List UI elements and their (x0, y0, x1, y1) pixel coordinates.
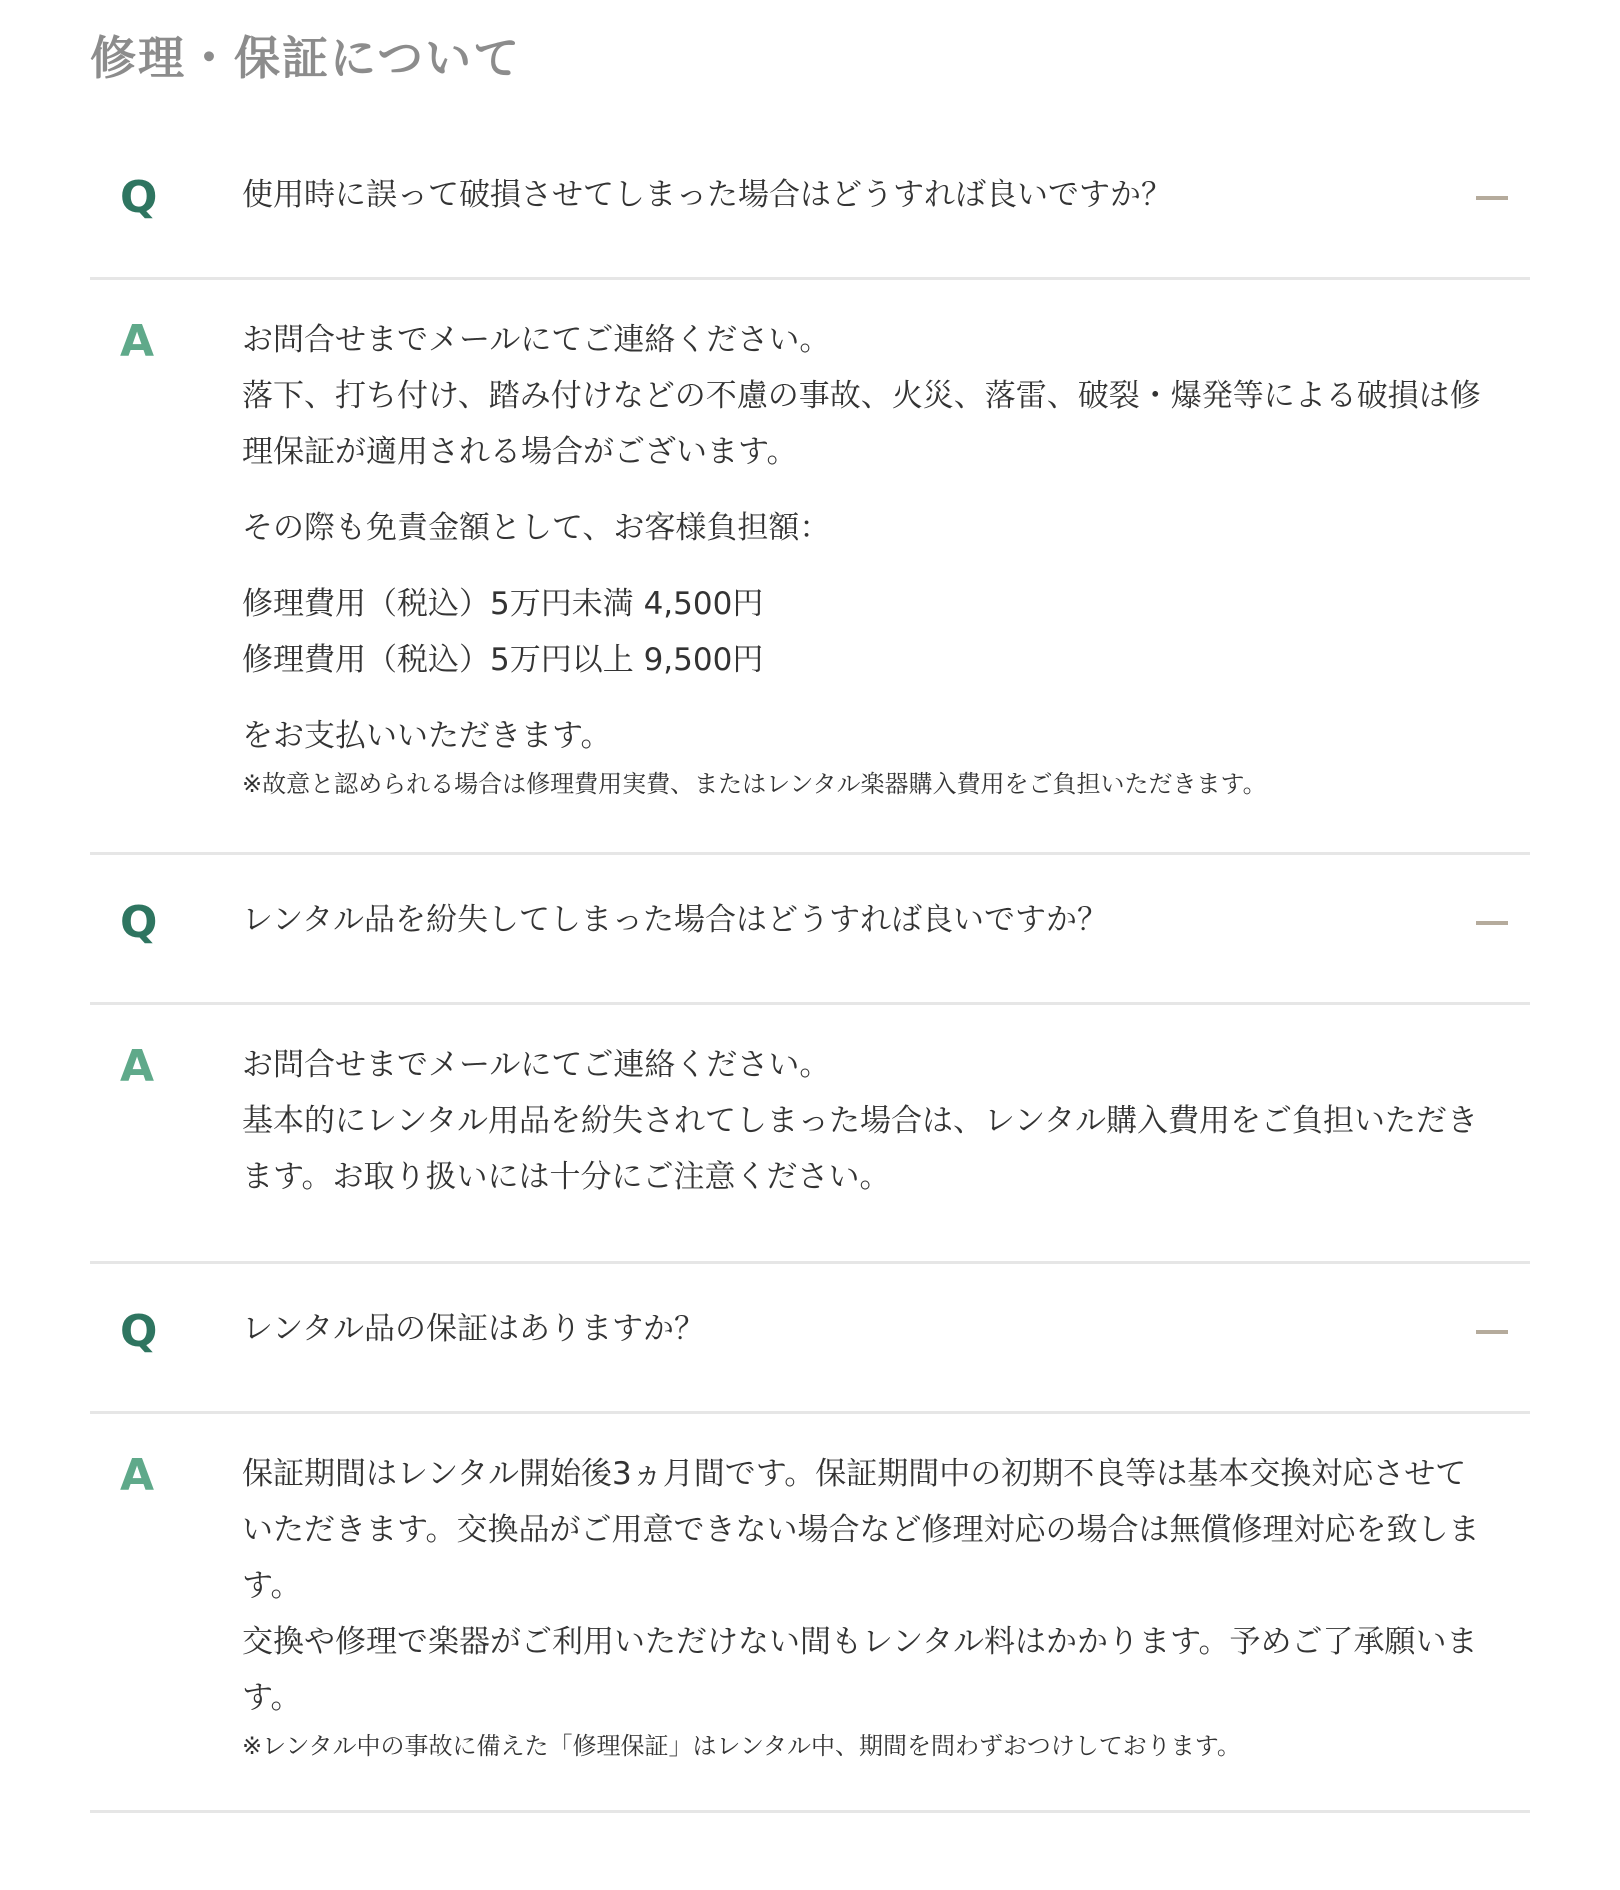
answer-text: お問合せまでメールにてご連絡ください。 (242, 1047, 831, 1083)
answer-text: 落下、打ち付け、踏み付けなどの不慮の事故、火災、落雷、破裂・爆発等による破損は修理保証が適用される場合がございます。 (242, 378, 1481, 470)
question-text[interactable]: レンタル品の保証はありますか？ (242, 1311, 705, 1347)
section-title: 修理・保証について (90, 31, 522, 85)
question-text[interactable]: 使用時に誤って破損させてしまった場合はどうすれば良いですか？ (242, 177, 1172, 213)
answer-marker: A (120, 316, 155, 367)
faq-question-row[interactable] (90, 1264, 1530, 1414)
faq-question-row[interactable] (90, 855, 1530, 1005)
minus-icon[interactable] (1476, 921, 1508, 925)
answer-fee-under: 修理費用（税込）5万円未満 4,500円 (242, 586, 764, 622)
answer-marker: A (120, 1450, 155, 1501)
faq-answer-row (90, 280, 1530, 855)
answer-text: お問合せまでメールにてご連絡ください。 (242, 322, 831, 358)
answer-body (242, 280, 1482, 852)
minus-icon[interactable] (1476, 1330, 1508, 1334)
question-text[interactable]: レンタル品を紛失してしまった場合はどうすれば良いですか？ (242, 902, 1108, 938)
answer-body (242, 1005, 1482, 1261)
answer-note: ※故意と認められる場合は修理費用実費、またはレンタル楽器購入費用をご負担いただきます。 (242, 770, 1267, 798)
answer-fee-over: 修理費用（税込）5万円以上 9,500円 (242, 642, 764, 678)
question-marker: Q (120, 897, 158, 948)
faq-question-row[interactable] (90, 130, 1530, 280)
faq-answer-row (90, 1005, 1530, 1264)
answer-text: 基本的にレンタル用品を紛失されてしまった場合は、レンタル購入費用をご負担いただきます。お取り扱いには十分にご注意ください。 (242, 1103, 1478, 1195)
answer-text: 保証期間はレンタル開始後3ヵ月間です。保証期間中の初期不良等は基本交換対応させていただきます。交換品がご用意できない場合など修理対応の場合は無償修理対応を致します。 (242, 1456, 1480, 1604)
answer-text: その際も免責金額として、お客様負担額： (242, 510, 831, 546)
answer-body (242, 1414, 1482, 1810)
faq-item-loss (90, 855, 1530, 1264)
faq-item-damage (90, 130, 1530, 855)
answer-text: 交換や修理で楽器がご利用いただけない間もレンタル料はかかります。予めご了承願います。 (242, 1624, 1478, 1716)
question-marker: Q (120, 1306, 158, 1357)
faq-list (90, 130, 1530, 1813)
faq-item-warranty (90, 1264, 1530, 1813)
faq-answer-row (90, 1414, 1530, 1813)
question-marker: Q (120, 172, 158, 223)
answer-text: をお支払いいただきます。 (242, 718, 612, 754)
answer-note: ※レンタル中の事故に備えた「修理保証」はレンタル中、期間を問わずおつけしております。 (242, 1732, 1241, 1760)
answer-marker: A (120, 1041, 155, 1092)
minus-icon[interactable] (1476, 196, 1508, 200)
